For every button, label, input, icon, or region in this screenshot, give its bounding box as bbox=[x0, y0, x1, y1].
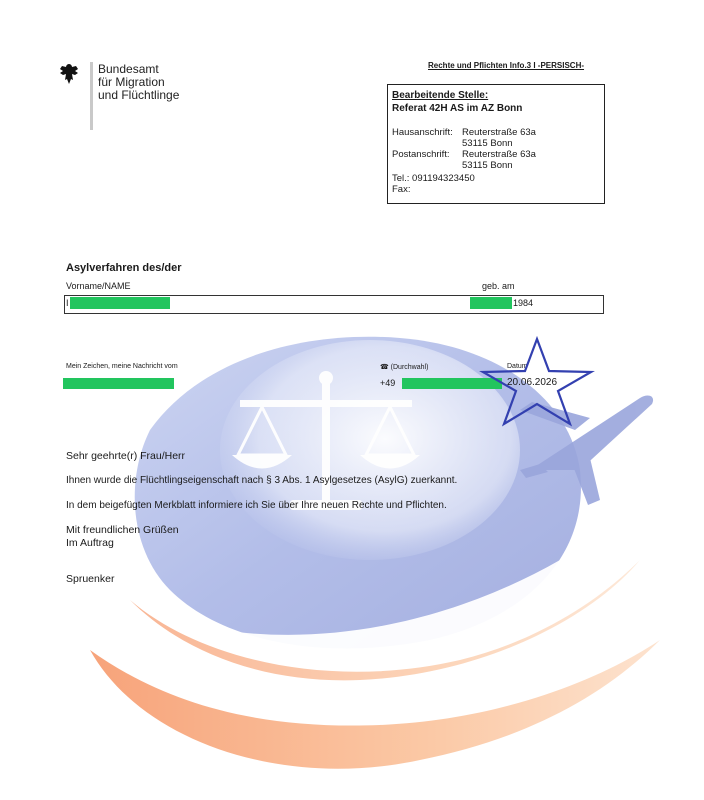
hausanschrift-street: Reuterstraße 63a bbox=[462, 127, 536, 138]
phone-label: ☎ (Durchwahl) bbox=[380, 364, 429, 371]
postanschrift-street: Reuterstraße 63a bbox=[462, 149, 536, 160]
phone-prefix: +49 bbox=[380, 378, 396, 388]
eagle-icon bbox=[57, 62, 81, 86]
name-label: Vorname/NAME bbox=[66, 281, 131, 291]
closing-2: Im Auftrag bbox=[66, 537, 114, 549]
agency-name bbox=[98, 63, 179, 102]
salutation: Sehr geehrte(r) Frau/Herr bbox=[66, 450, 186, 462]
letter-line-2: In dem beigefügten Merkblatt informiere ich Sie über Ihre neuen Rechte und Pflichten. bbox=[66, 500, 447, 511]
name-redaction bbox=[70, 297, 170, 309]
agency-line-2: für Migration bbox=[98, 75, 165, 89]
agency-line-1: Bundesamt bbox=[98, 62, 159, 76]
date-label: Datum bbox=[507, 363, 528, 370]
dob-redaction bbox=[470, 297, 512, 309]
agency-line-3: und Flüchtlinge bbox=[98, 88, 180, 102]
postanschrift-city: 53115 Bonn bbox=[462, 160, 513, 171]
hausanschrift-city: 53115 Bonn bbox=[462, 138, 513, 149]
dob-label: geb. am bbox=[482, 281, 515, 291]
letter-line-1: Ihnen wurde die Flüchtlingseigenschaft nach § 3 Abs. 1 Asylgesetzes (AsylG) zuerkannt. bbox=[66, 475, 458, 486]
office-heading: Bearbeitende Stelle: bbox=[392, 90, 489, 101]
name-value: I bbox=[66, 298, 69, 308]
office-tel: Tel.: 091194323450 bbox=[392, 173, 475, 184]
document-type-header: Rechte und Pflichten Info.3 I -PERSISCH- bbox=[428, 61, 585, 70]
hausanschrift-label: Hausanschrift: bbox=[392, 127, 453, 138]
agency-logo-bar bbox=[90, 62, 93, 130]
proceeding-title: Asylverfahren des/der bbox=[66, 262, 182, 274]
star-icon bbox=[478, 334, 596, 430]
reference-redaction bbox=[63, 378, 174, 389]
closing-1: Mit freundlichen Grüßen bbox=[66, 524, 179, 536]
office-box bbox=[387, 84, 605, 204]
postanschrift-label: Postanschrift: bbox=[392, 149, 450, 160]
dob-value: 1984 bbox=[513, 298, 534, 308]
reference-label: Mein Zeichen, meine Nachricht vom bbox=[66, 363, 178, 370]
signature: Spruenker bbox=[66, 573, 115, 585]
office-name: Referat 42H AS im AZ Bonn bbox=[392, 103, 523, 114]
date-value: 20.06.2026 bbox=[507, 377, 558, 388]
office-fax: Fax: bbox=[392, 184, 411, 195]
